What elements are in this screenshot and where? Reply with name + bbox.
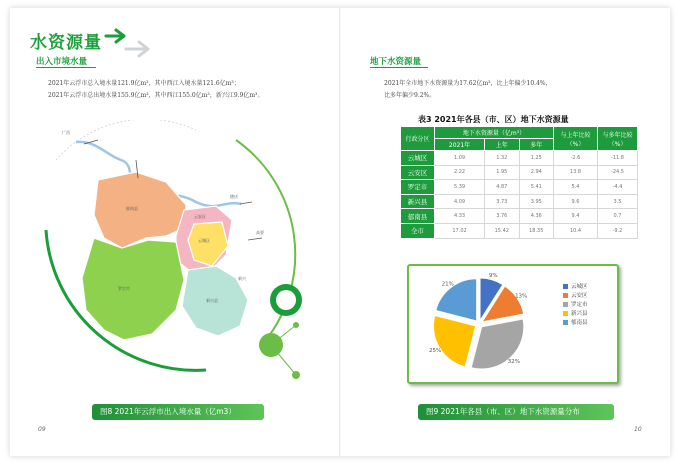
cell: 15.42 <box>485 223 519 238</box>
groundwater-line: 比多年偏少9.2%。 <box>384 92 436 99</box>
table-row <box>401 151 638 166</box>
inflow-paragraph <box>48 78 328 102</box>
flow-arrow-icon <box>248 238 262 240</box>
cell: -4.4 <box>598 180 638 195</box>
map-label: 德庆 <box>230 194 238 199</box>
legend-label: 郁南县 <box>571 320 588 326</box>
cell: 4.33 <box>435 209 485 224</box>
flow-arrow-icon <box>240 202 252 204</box>
legend-swatch <box>563 302 568 307</box>
col-header-avg: 多年 <box>519 139 553 151</box>
legend-swatch <box>563 293 568 298</box>
cell: 13.8 <box>554 165 598 180</box>
legend-item <box>563 319 588 328</box>
cell: 18.35 <box>519 223 553 238</box>
legend-item <box>563 310 588 319</box>
book-spine <box>339 8 341 456</box>
row-name: 新兴县 <box>401 194 435 209</box>
legend-item <box>563 292 588 301</box>
cell: 2.22 <box>435 165 485 180</box>
cell: 5.4 <box>554 180 598 195</box>
table-title: 表3 2021年各县（市、区）地下水资源量 <box>418 115 569 124</box>
inflow-line: 2021年云浮市总入境水量121.9亿m³，其中西江入境水量121.6亿m³； <box>48 80 240 87</box>
map-label: 云安区 <box>194 214 206 219</box>
legend-swatch <box>563 320 568 325</box>
legend-item <box>563 301 588 310</box>
col-header-vs-avg: 与多年比较（%） <box>598 127 638 151</box>
cell: 9.4 <box>554 209 598 224</box>
legend-label: 云安区 <box>571 293 588 299</box>
pie-data-label: 9% <box>488 273 498 280</box>
heading-underline <box>370 67 428 68</box>
map-label: 云城区 <box>198 238 210 243</box>
legend-label: 新兴县 <box>571 311 588 317</box>
table-row <box>401 209 638 224</box>
cell: 5.39 <box>435 180 485 195</box>
cell: 5.41 <box>519 180 553 195</box>
row-name: 郁南县 <box>401 209 435 224</box>
arrow-right-icon <box>124 40 152 58</box>
cell: -11.8 <box>598 151 638 166</box>
cell: 4.09 <box>435 194 485 209</box>
cell: -9.2 <box>598 223 638 238</box>
table-row <box>401 165 638 180</box>
col-header-region: 行政分区 <box>401 127 435 151</box>
cell: 1.25 <box>519 151 553 166</box>
map-label: 新兴 <box>238 276 246 281</box>
groundwater-paragraph <box>384 78 654 102</box>
section-heading-inflow: 出入市境水量 <box>36 57 88 67</box>
page-number-left: 09 <box>38 426 46 433</box>
col-header-vs-last: 与上年比较（%） <box>554 127 598 151</box>
cell: 9.6 <box>554 194 598 209</box>
page-title: 水资源量 <box>30 33 102 53</box>
cell: 3.5 <box>598 194 638 209</box>
row-name: 云城区 <box>401 151 435 166</box>
map-label: 广西 <box>62 130 70 135</box>
groundwater-table <box>400 126 638 239</box>
decor-line <box>271 345 296 375</box>
region-map <box>26 120 326 390</box>
decor-dot <box>276 290 296 310</box>
cell: 1.09 <box>435 151 485 166</box>
legend-swatch <box>563 311 568 316</box>
heading-underline <box>36 67 96 68</box>
pie-data-label: 21% <box>441 281 454 288</box>
cell: 4.36 <box>519 209 553 224</box>
row-name: 全市 <box>401 223 435 238</box>
legend-label: 罗定市 <box>571 302 588 308</box>
legend-item <box>563 283 588 292</box>
groundwater-line: 2021年全市地下水资源量为17.62亿m³，比上年偏少10.4%， <box>384 80 552 87</box>
pie-slice <box>434 316 476 367</box>
legend-swatch <box>563 284 568 289</box>
row-name: 云安区 <box>401 165 435 180</box>
cell: 0.7 <box>598 209 638 224</box>
cell: 2.94 <box>519 165 553 180</box>
chart-legend <box>563 283 588 328</box>
cell: 3.95 <box>519 194 553 209</box>
cell: 17.02 <box>435 223 485 238</box>
map-label: 郁南县 <box>126 206 138 211</box>
table-row <box>401 223 638 238</box>
row-name: 罗定市 <box>401 180 435 195</box>
cell: -2.6 <box>554 151 598 166</box>
cell: 10.4 <box>554 223 598 238</box>
section-heading-groundwater: 地下水资源量 <box>370 57 422 67</box>
pie-data-label: 25% <box>428 347 442 354</box>
map-caption: 图8 2021年云浮市出入境水量（亿m3） <box>92 404 264 420</box>
region-luoding <box>82 238 184 340</box>
pie-data-label: 32% <box>507 359 521 366</box>
page-number-right: 10 <box>634 426 642 433</box>
table-row <box>401 180 638 195</box>
cell: 4.87 <box>485 180 519 195</box>
map-label: 罗定市 <box>118 286 130 291</box>
decor-dashed-arc <box>56 120 196 160</box>
map-label: 高要 <box>256 230 264 235</box>
cell: 1.95 <box>485 165 519 180</box>
cell: 1.32 <box>485 151 519 166</box>
cell: 3.76 <box>485 209 519 224</box>
col-header-last: 上年 <box>485 139 519 151</box>
map-label: 新兴县 <box>206 298 218 303</box>
pie-data-label: 13% <box>515 293 528 300</box>
cell: -24.5 <box>598 165 638 180</box>
chart-caption: 图9 2021年各县（市、区）地下水资源量分布 <box>418 404 614 420</box>
table-row <box>401 194 638 209</box>
region-yunan <box>94 172 186 248</box>
outflow-line: 2021年云浮市总出境水量155.9亿m³，其中西江155.0亿m³，新兴江9.9亿m³。 <box>48 92 264 99</box>
col-header-2021: 2021年 <box>435 139 485 151</box>
cell: 3.73 <box>485 194 519 209</box>
col-header-group: 地下水资源量（亿m³） <box>435 127 554 139</box>
legend-label: 云城区 <box>571 284 588 290</box>
